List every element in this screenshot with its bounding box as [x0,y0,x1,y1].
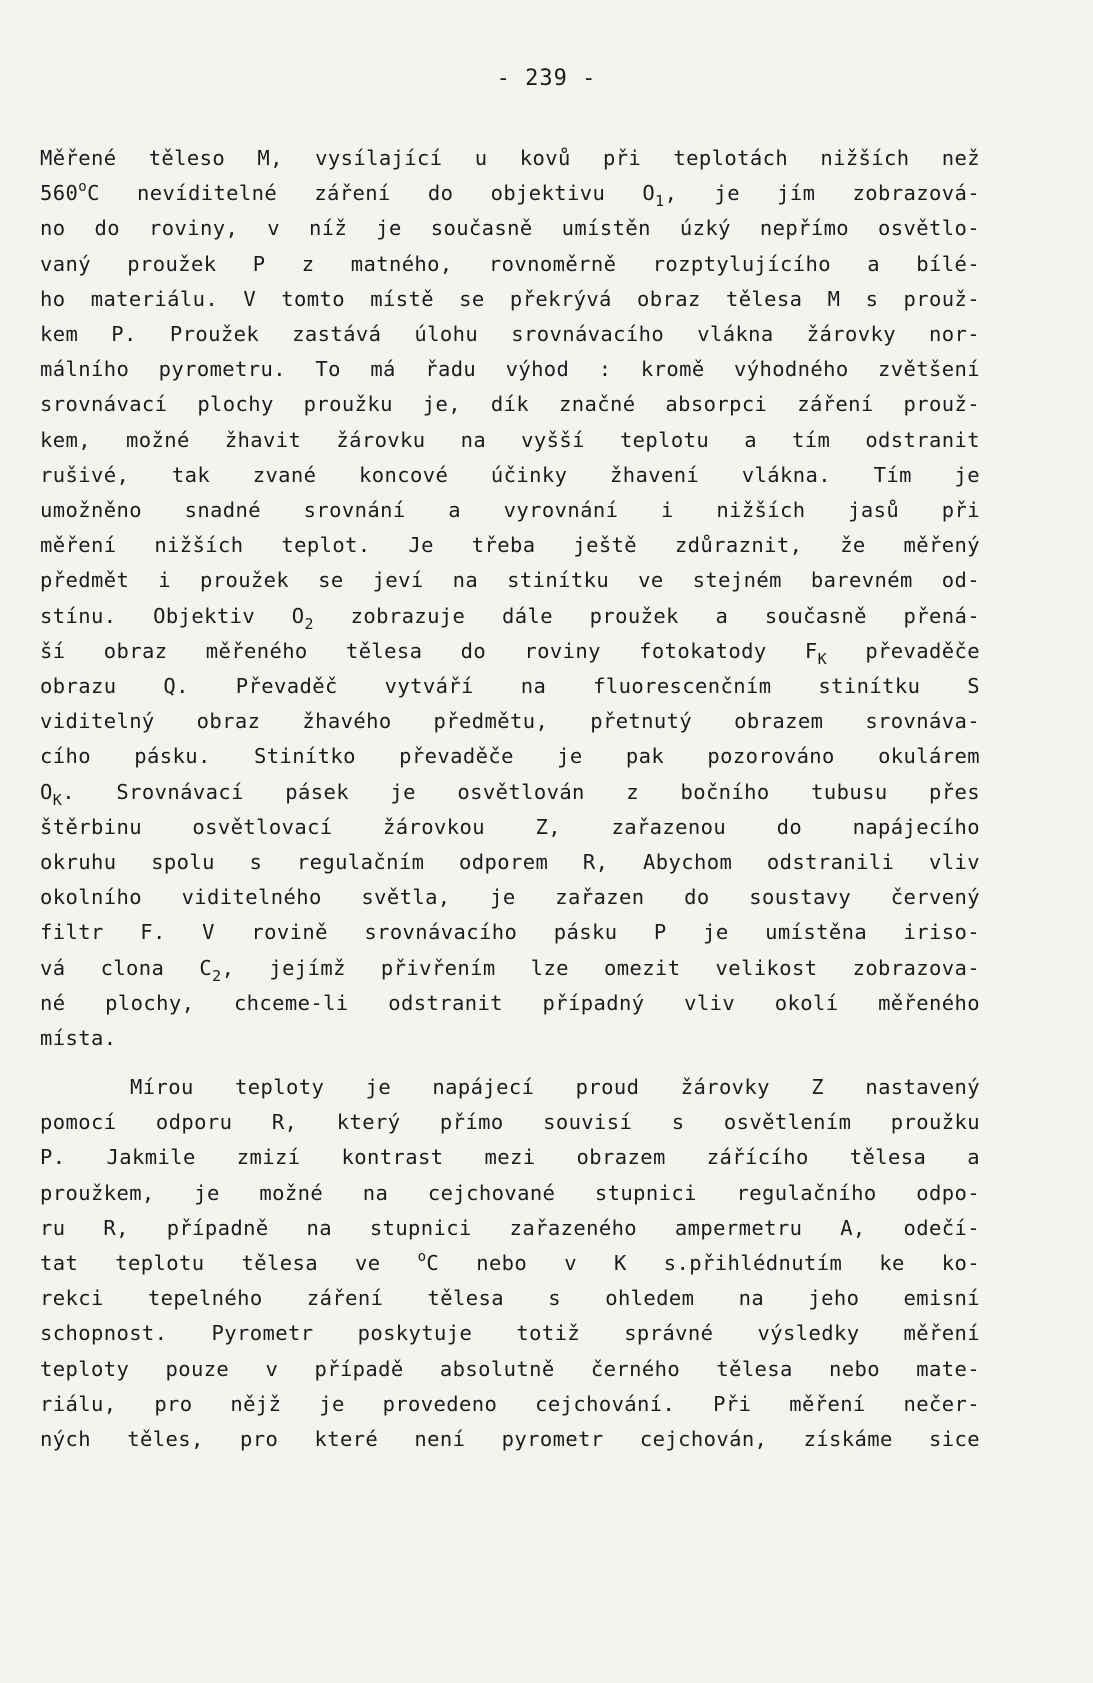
text-line: tat teplotu tělesa ve $^o$C nebo v K s.přihlédnutím ke ko- [40,1249,980,1275]
text-line: ru R, případně na stupnici zařazeného ampermetru A, odečí- [40,1215,980,1240]
text-line: štěrbinu osvětlovací žárovkou Z, zařazenou do napájecího [40,814,980,839]
text-line: stínu. Objektiv $O_2$ zobrazuje dále proužek a současně přená- [40,603,980,633]
text-line: měření nižších teplot. Je třeba ještě zdůraznit, že měřený [40,533,980,558]
text-line: Mírou teploty je napájecí proud žárovky Z nastavený [130,1075,980,1099]
text-line: 560$^o$C nevíditelné záření do objektivu $O_1$, je jím zobrazová- [40,179,980,211]
text-line: vaný proužek P z matného, rovnoměrně rozptylujícího a bílé- [40,251,980,276]
text-line: vá clona $C_2$, jejímž přivřením lze omezit velikost zobrazova- [40,955,980,985]
text-line: cího pásku. Stinítko převaděče je pak pozorováno okulárem [40,744,980,769]
text-line: okruhu spolu s regulačním odporem R, Abychom odstranili vliv [40,850,980,874]
text-line: ší obraz měřeného tělesa do roviny fotokatody $F_K$ převaděče [40,638,980,668]
text-line: kem, možné žhavit žárovku na vyšší teplotu a tím odstranit [40,427,980,452]
text-line: riálu, pro nějž je provedeno cejchování. Při měření nečer- [40,1391,980,1416]
page-number: - 239 - [496,66,597,91]
text-line: místa. [40,1026,117,1050]
text-line: srovnávací plochy proužku je, dík značné absorpci záření prouž- [40,392,980,417]
text-line: rušivé, tak zvané koncové účinky žhavení vlákna. Tím je [40,462,980,487]
text-line: schopnost. Pyrometr poskytuje totiž správné výsledky měření [40,1321,980,1346]
text-line: předmět i proužek se jeví na stinítku ve stejném barevném od- [40,568,980,593]
text-line: viditelný obraz žhavého předmětu, přetnutý obrazem srovnáva- [40,709,980,734]
text-line: proužkem, je možné na cejchované stupnici regulačního odpo- [40,1180,980,1205]
text-line: pomocí odporu R, který přímo souvisí s osvětlením proužku [40,1110,980,1135]
text-line: kem P. Proužek zastává úlohu srovnávacího vlákna žárovky nor- [40,322,980,346]
text-line: né plochy, chceme-li odstranit případný vliv okolí měřeného [40,990,980,1015]
text-line: ho materiálu. V tomto místě se překrývá obraz tělesa M s prouž- [40,286,980,311]
text-line: teploty pouze v případě absolutně černého tělesa nebo mate- [40,1356,980,1381]
text-line: no do roviny, v níž je současně umístěn úzký nepřímo osvětlo- [40,216,980,241]
text-line: málního pyrometru. To má řadu výhod : kromě výhodného zvětšení [40,357,980,382]
text-line: P. Jakmile zmizí kontrast mezi obrazem zářícího tělesa a [40,1145,980,1170]
text-line: Měřené těleso M, vysílající u kovů při teplotách nižších než [40,146,980,170]
text-line: okolního viditelného světla, je zařazen do soustavy červený [40,885,980,910]
text-line: rekci tepelného záření tělesa s ohledem na jeho emisní [40,1286,980,1311]
text-line: umožněno snadné srovnání a vyrovnání i nižších jasů při [40,498,980,522]
text-line: filtr F. V rovině srovnávacího pásku P je umístěna iriso- [40,920,980,945]
text-line: $O_K$. Srovnávací pásek je osvětlován z bočního tubusu přes [40,779,980,809]
text-line: ných těles, pro které není pyrometr cejchován, získáme sice [40,1427,980,1451]
text-line: obrazu Q. Převaděč vytváří na fluorescenčním stinítku S [40,674,980,698]
